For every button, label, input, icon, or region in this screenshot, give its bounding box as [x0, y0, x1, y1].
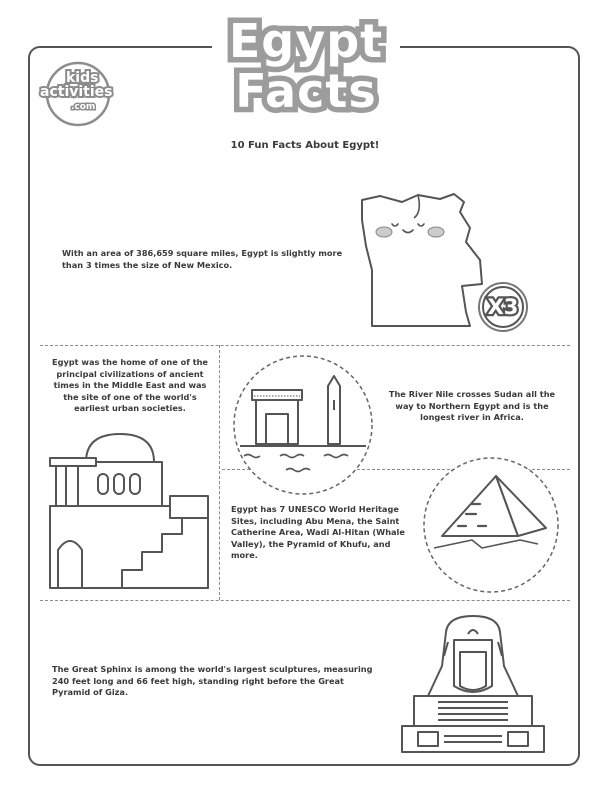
fact-unesco: Egypt has 7 UNESCO World Heritage Sites, including Abu Mena, the Saint Catherine Area, Wadi Al-Hitan (Whale Valley), the Pyramid of Khufu, and more.	[231, 504, 405, 561]
logo-kids-text: kids	[66, 70, 99, 86]
divider-top	[40, 345, 570, 346]
logo-com-text: .com	[71, 102, 96, 112]
fact-area: With an area of 386,659 square miles, Egypt is slightly more than 3 times the size of New Mexico.	[62, 248, 343, 270]
divider-vertical	[219, 345, 220, 600]
ancient-city-building-icon	[44, 432, 214, 592]
subtitle: 10 Fun Facts About Egypt!	[230, 140, 380, 151]
title-line-2: Facts	[235, 64, 377, 118]
fact-civilization: Egypt was the home of one of the principal civilizations of ancient times in the Middle East and was the site of one of the world's earliest urban societies.	[52, 357, 208, 414]
logo-activities-text: activities	[40, 84, 113, 100]
pyramid-icon	[420, 454, 562, 596]
divider-bottom	[40, 600, 570, 601]
title-line-1: Egypt	[228, 14, 384, 68]
fact-sphinx: The Great Sphinx is among the world's largest sculptures, measuring 240 feet long and 66 feet high, standing right before the Great Pyramid of Giza.	[52, 664, 373, 698]
kids-activities-logo-icon	[38, 58, 122, 128]
map-badge: X3	[487, 295, 519, 319]
sphinx-icon	[396, 612, 550, 758]
nile-river-icon	[230, 352, 376, 498]
fact-nile: The River Nile crosses Sudan all the way to Northern Egypt and is the longest river in Africa.	[388, 389, 556, 423]
